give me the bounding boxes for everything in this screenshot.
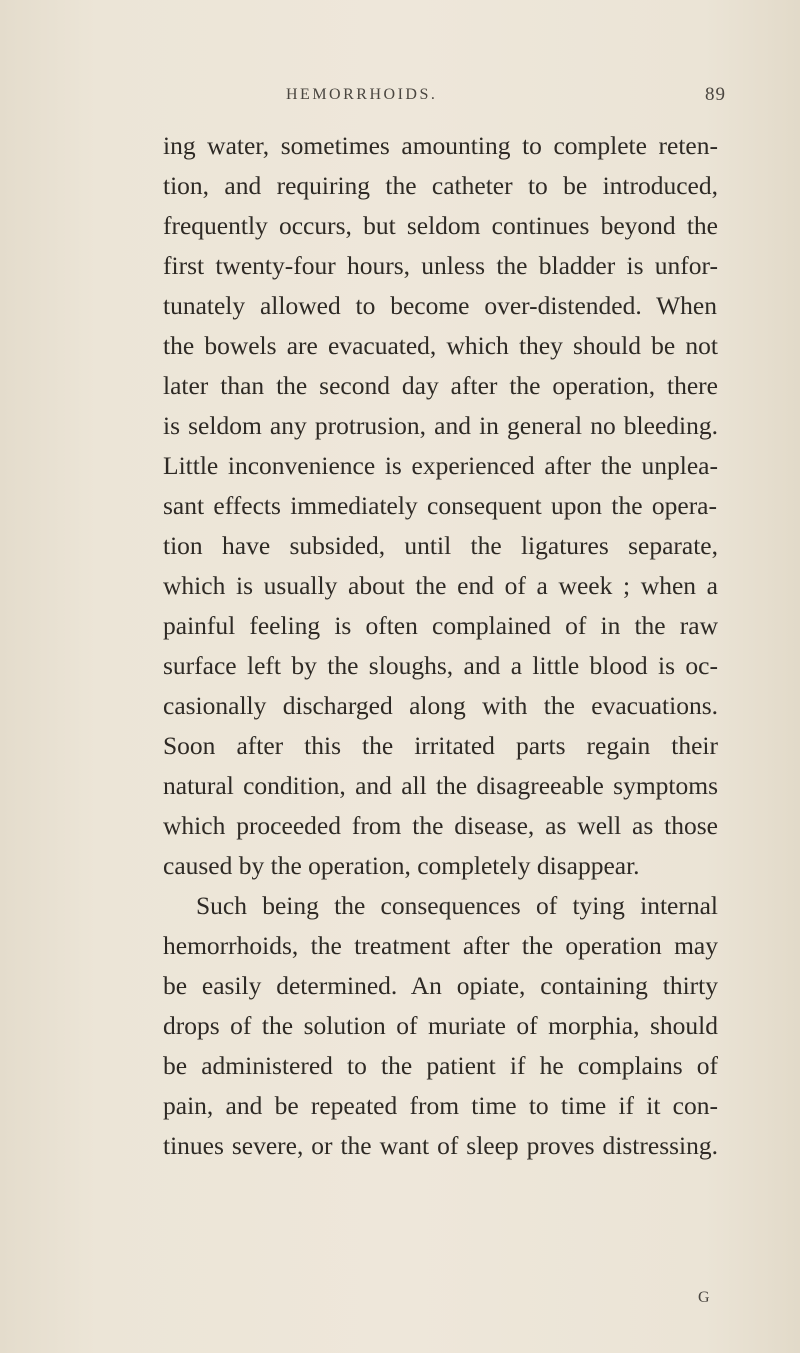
signature-mark: G [698,1289,710,1306]
text-line: frequently occurs, but seldom continues beyond the [163,211,718,240]
page-header [0,86,800,112]
text-line: first twenty-four hours, unless the bladder is unfor- [163,251,718,280]
text-line: Such being the consequences of tying internal [196,891,718,920]
text-line: ing water, sometimes amounting to complete reten- [163,131,718,160]
text-line: painful feeling is often complained of in the raw [163,611,718,640]
page-number: 89 [705,84,726,105]
text-line: later than the second day after the operation, there [163,371,718,400]
text-line: tunately allowed to become over-distended. When [163,291,717,320]
text-line: drops of the solution of muriate of morphia, should [163,1011,718,1040]
text-line: which is usually about the end of a week ; when a [163,571,718,600]
text-line: be administered to the patient if he complains of [163,1051,718,1080]
text-line: pain, and be repeated from time to time if it con- [163,1091,718,1120]
running-head: HEMORRHOIDS. [286,86,438,103]
text-line: be easily determined. An opiate, containing thirty [163,971,718,1000]
text-line: tion, and requiring the catheter to be introduced, [163,171,718,200]
text-line: which proceeded from the disease, as well as those [163,811,718,840]
text-line: the bowels are evacuated, which they should be not [163,331,718,360]
text-line: caused by the operation, completely disappear. [163,851,640,880]
text-line: is seldom any protrusion, and in general no bleeding. [163,411,718,440]
text-line: tion have subsided, until the ligatures separate, [163,531,718,560]
text-line: tinues severe, or the want of sleep proves distressing. [163,1131,718,1160]
text-line: Soon after this the irritated parts regain their [163,731,718,760]
text-line: natural condition, and all the disagreeable symptoms [163,771,718,800]
text-line: surface left by the sloughs, and a little blood is oc- [163,651,718,680]
text-line: casionally discharged along with the evacuations. [163,691,718,720]
text-line: hemorrhoids, the treatment after the operation may [163,931,718,960]
text-line: Little inconvenience is experienced after the unplea- [163,451,718,480]
text-line: sant effects immediately consequent upon the opera- [163,491,717,520]
